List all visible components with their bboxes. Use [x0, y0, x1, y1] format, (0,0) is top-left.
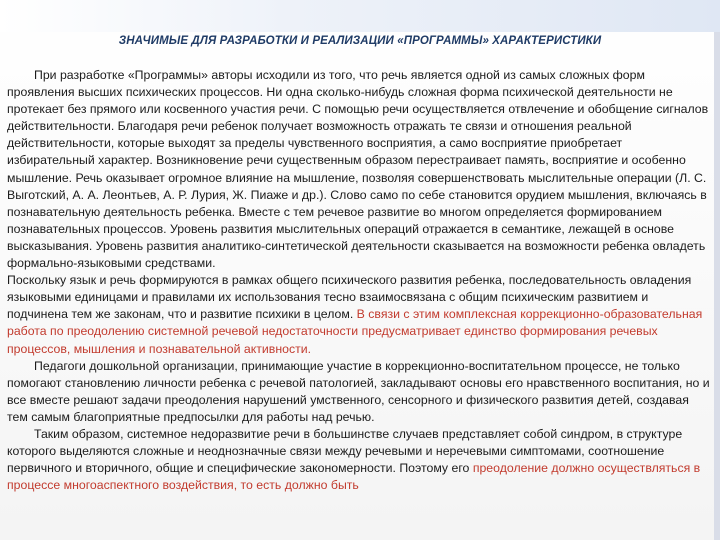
paragraph-1: При разработке «Программы» авторы исходили из того, что речь является одной из самых сложных форм проявления высших психических процессов. Ни одна сколько-нибудь сложная форма психической деятельности не протекает без прямого или косвенного участия речи. С помощью речи осуществляется отвлечение и обобщение сигналов действительности. Благодаря речи ребенок получает возможность отражать те связи и отношения реальной действительности, которые выходят за пределы чувственного восприятия, а само восприятие приобретает избирательный характер. Возникновение речи существенным образом перестраивает память, восприятие и особенно мышление. Речь оказывает огромное влияние на мышление, позволяя совершенствовать мыслительные операции (Л. С. Выготский, А. А. Леонтьев, А. Р. Лурия, Ж. Пиаже и др.). Слово само по себе становится орудием мышления, включаясь в познавательную деятельность ребенка. Вместе с тем речевое развитие во многом определяется формированием познавательных процессов. Уровень развития мыслительных операций отражается в семантике, лежащей в основе высказывания. Уровень развития аналитико-синтетической деятельности сказывается на возможности ребенка овладеть формально-языковыми средствами. [7, 68, 709, 271]
paragraph-2-text: Поскольку язык и речь формируются в рамках общего психического развития ребенка, последовательность овладения языковыми единицами и правилами их использования тесно взаимосвязана с общим психическим развитием и подчинена тем же законам, что и развитие психики в целом. [7, 273, 692, 322]
paragraph-4-highlight: преодоление должно осуществляться в процессе многоаспектного воздействия, то есть должно быть [7, 461, 701, 493]
body-text [7, 67, 710, 494]
paragraph-3: Педагоги дошкольной организации, принимающие участие в коррекционно-воспитательном процессе, не только помогают становлению личности ребенка с речевой патологией, закладывают основы его нравственного воспитания, но и все вместе решают задачи преодоления нарушений умственного, сенсорного и физического развития детей, создавая тем самым благоприятные предпосылки для работы над речью. [7, 358, 710, 424]
paragraph-4 [7, 426, 710, 494]
page-title: ЗНАЧИМЫЕ ДЛЯ РАЗРАБОТКИ И РЕАЛИЗАЦИИ «ПРОГРАММЫ» ХАРАКТЕРИСТИКИ [118, 35, 602, 47]
paragraph-2 [7, 272, 710, 357]
paragraph-4-text: Таким образом, системное недоразвитие речи в большинстве случаев представляет собой синдром, в структуре которого выделяются сложные и неоднозначные связи между речевыми и неречевыми симптомами, соотношение первичного и вторичного, общие и специфические закономерности. Поэтому его [7, 426, 683, 476]
header-band [0, 0, 720, 32]
paragraph-2-highlight: В связи с этим комплексная коррекционно-образовательная работа по преодолению системной речевой недостаточности предусматривает единство формирования речевых процессов, мышления и познавательной активности. [7, 307, 703, 356]
